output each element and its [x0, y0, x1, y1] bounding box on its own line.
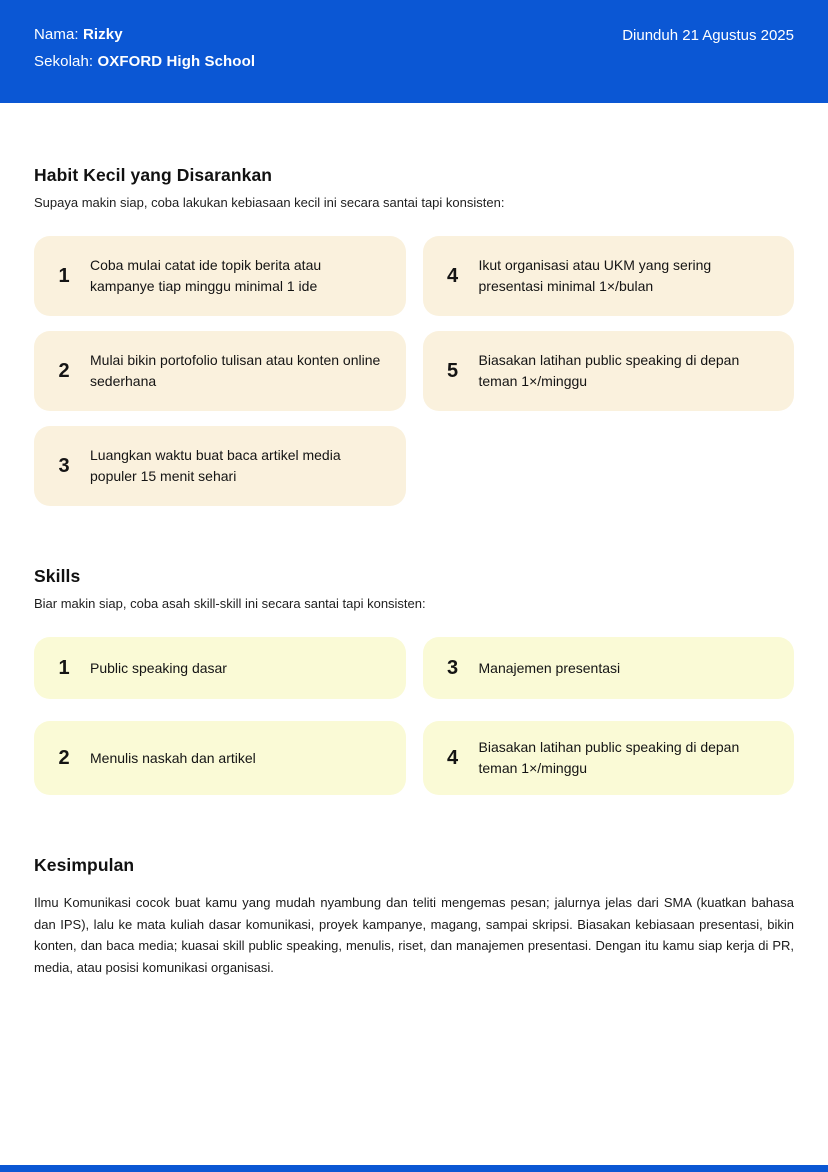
school-label: Sekolah: — [34, 53, 94, 70]
habit-number: 4 — [446, 264, 459, 287]
skills-title: Skills — [34, 566, 81, 586]
habit-card — [34, 426, 406, 506]
footer-accent-bar — [0, 1165, 828, 1172]
name-value: Rizky — [82, 26, 123, 43]
skills-section — [34, 566, 794, 795]
habit-text: Ikut organisasi atau UKM yang sering presentasi minimal 1×/bulan — [478, 257, 712, 294]
habit-number: 1 — [58, 264, 70, 287]
skill-number: 2 — [58, 746, 70, 769]
habit-number: 2 — [58, 359, 70, 382]
skill-number: 4 — [446, 746, 459, 769]
habit-text: Mulai bikin portofolio tulisan atau konten online sederhana — [90, 352, 381, 389]
skill-number: 3 — [446, 656, 459, 679]
student-name-line — [34, 26, 255, 43]
habit-number: 5 — [446, 359, 459, 382]
name-label: Nama: — [34, 26, 79, 43]
page-content — [0, 165, 828, 978]
habit-card — [34, 236, 406, 316]
habits-section — [34, 165, 794, 506]
habit-text: Biasakan latihan public speaking di depan teman 1×/minggu — [478, 352, 740, 389]
download-date: Diunduh 21 Agustus 2025 — [622, 27, 794, 44]
habit-card — [34, 331, 406, 411]
habit-text: Luangkan waktu buat baca artikel media populer 15 menit sehari — [90, 447, 341, 484]
school-line — [34, 53, 255, 70]
skills-grid — [34, 637, 794, 795]
habit-card — [423, 331, 795, 411]
header-identity — [34, 26, 255, 70]
skill-card — [34, 637, 406, 699]
habits-title: Habit Kecil yang Disarankan — [34, 165, 273, 185]
skill-text: Manajemen presentasi — [478, 659, 621, 676]
habit-card — [423, 236, 795, 316]
skills-subtitle: Biar makin siap, coba asah skill-skill ini secara santai tapi konsisten: — [34, 596, 426, 611]
skill-text: Public speaking dasar — [90, 659, 227, 676]
skill-card — [423, 637, 795, 699]
habit-number: 3 — [58, 454, 70, 477]
skill-text: Menulis naskah dan artikel — [90, 749, 256, 766]
habit-text: Coba mulai catat ide topik berita atau kampanye tiap minggu minimal 1 ide — [90, 257, 322, 294]
school-value: OXFORD High School — [97, 53, 256, 70]
habits-subtitle: Supaya makin siap, coba lakukan kebiasaan kecil ini secara santai tapi konsisten: — [34, 195, 505, 210]
skill-card — [34, 721, 406, 795]
skill-text: Biasakan latihan public speaking di depan teman 1×/minggu — [478, 739, 740, 776]
conclusion-section — [34, 855, 794, 978]
conclusion-title: Kesimpulan — [34, 855, 135, 875]
habits-grid — [34, 236, 794, 506]
conclusion-body: Ilmu Komunikasi cocok buat kamu yang mudah nyambung dan teliti mengemas pesan; jalurnya jelas dari SMA (kuatkan bahasa dan IPS), lalu ke mata kuliah dasar komunikasi, proyek kampanye, magang, sampai skripsi. Biasakan kebiasaan presentasi, bikin konten, dan baca media; kuasai skill public speaking, menulis, riset, dan manajemen presentasi. Dengan itu kamu siap kerja di PR, media, atau posisi komunikasi organisasi. — [34, 895, 794, 975]
skill-card — [423, 721, 795, 795]
page-header — [0, 0, 828, 103]
skill-number: 1 — [58, 656, 70, 679]
